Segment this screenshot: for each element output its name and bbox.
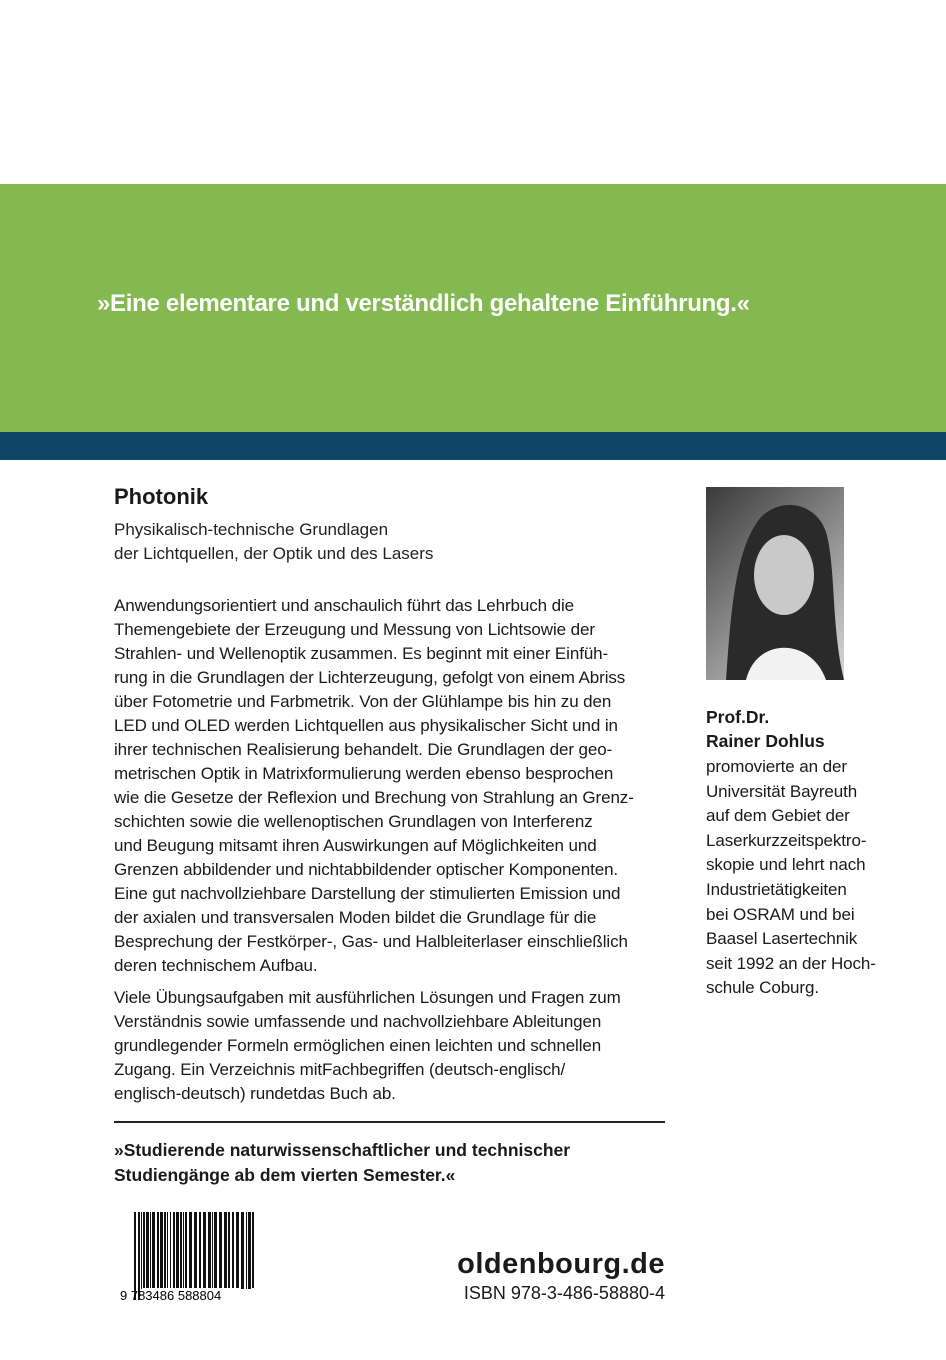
text-line: Themengebiete der Erzeugung und Messung von Lichtsowie der xyxy=(114,620,595,639)
text-line: schichten sowie die wellenoptischen Grundlagen von Interferenz xyxy=(114,812,593,831)
text-line: auf dem Gebiet der xyxy=(706,806,850,826)
barcode xyxy=(116,1212,276,1302)
barcode-bar xyxy=(160,1212,163,1288)
text-line: Zugang. Ein Verzeichnis mitFachbegriffen (deutsch-englisch/ xyxy=(114,1060,566,1079)
book-title: Photonik xyxy=(114,484,209,509)
text-line: bei OSRAM und bei xyxy=(706,904,855,924)
barcode-bar xyxy=(143,1212,145,1288)
barcode-bar xyxy=(134,1212,136,1300)
barcode-bar xyxy=(248,1212,251,1300)
barcode-bar xyxy=(180,1212,182,1288)
text-line: skopie und lehrt nach xyxy=(706,855,866,875)
text-line: über Fotometrie und Farbmetrik. Von der Glühlampe bis hin zu den xyxy=(114,692,612,711)
barcode-bar xyxy=(236,1212,239,1288)
author-bio xyxy=(706,755,876,1001)
barcode-bar xyxy=(176,1212,179,1288)
barcode-bar xyxy=(232,1212,234,1288)
blue-stripe xyxy=(0,432,946,460)
author-fullname: Rainer Dohlus xyxy=(706,731,825,751)
barcode-bar xyxy=(141,1212,142,1300)
barcode-bar xyxy=(252,1212,254,1288)
text-line: und Beugung mitsamt ihren Auswirkungen auf Möglichkeiten und xyxy=(114,836,597,855)
text-line: Besprechung der Festkörper-, Gas- und Halbleiterlaser einschließlich xyxy=(114,932,628,951)
text-line: ihrer technischen Realisierung behandelt. Die Grundlagen der geo- xyxy=(114,740,613,759)
isbn: ISBN 978-3-486-58880-4 xyxy=(463,1283,665,1303)
audience-line: Studiengänge ab dem vierten Semester.« xyxy=(114,1165,456,1185)
barcode-bar xyxy=(212,1212,213,1288)
text-line: Universität Bayreuth xyxy=(706,781,858,801)
text-line: Laserkurzzeitspektro- xyxy=(706,830,867,850)
barcode-bar xyxy=(170,1212,171,1288)
barcode-bar xyxy=(183,1212,184,1288)
description-paragraph-1 xyxy=(114,594,634,978)
divider xyxy=(114,1121,665,1123)
text-line: der axialen und transversalen Moden bildet die Grundlage für die xyxy=(114,908,597,927)
subtitle-line: Physikalisch-technische Grundlagen xyxy=(114,520,389,539)
text-line: Baasel Lasertechnik xyxy=(706,929,858,949)
text-line: seit 1992 an der Hoch- xyxy=(706,953,876,973)
barcode-bar xyxy=(228,1212,230,1288)
barcode-bar xyxy=(241,1212,244,1300)
audience-quote xyxy=(114,1138,570,1188)
barcode-bar xyxy=(219,1212,222,1288)
barcode-bar xyxy=(167,1212,168,1288)
text-line: LED und OLED werden Lichtquellen aus physikalischer Sicht und in xyxy=(114,716,618,735)
text-line: Anwendungsorientiert und anschaulich führt das Lehrbuch die xyxy=(114,596,575,615)
barcode-bar xyxy=(173,1212,175,1288)
barcode-bar xyxy=(185,1212,187,1288)
text-line: Industrietätigkeiten xyxy=(706,879,847,899)
author-photo xyxy=(706,487,844,680)
text-line: promovierte an der xyxy=(706,757,847,776)
publisher-url: oldenbourg.de xyxy=(457,1248,665,1280)
subtitle-line: der Lichtquellen, der Optik und des Lasers xyxy=(114,544,434,563)
text-line: Grenzen abbildender und nichtabbildender optischer Komponenten. xyxy=(114,860,619,879)
text-line: Eine gut nachvollziehbare Darstellung der stimulierten Emission und xyxy=(114,884,621,903)
banner-quote: »Eine elementare und verständlich gehaltene Einführung.« xyxy=(97,290,750,317)
author-name xyxy=(706,705,825,753)
text-line: deren technischem Aufbau. xyxy=(114,956,318,975)
barcode-bar xyxy=(203,1212,206,1288)
barcode-bar xyxy=(208,1212,211,1288)
barcode-digits: 9 783486 588804 xyxy=(120,1288,222,1302)
barcode-bar xyxy=(224,1212,227,1288)
barcode-bar xyxy=(150,1212,151,1288)
text-line: Strahlen- und Wellenoptik zusammen. Es beginnt mit einer Einfüh- xyxy=(114,644,609,663)
text-line: Viele Übungsaufgaben mit ausführlichen Lösungen und Fragen zum xyxy=(114,988,621,1007)
barcode-bar xyxy=(157,1212,159,1288)
description-paragraph-2 xyxy=(114,986,621,1106)
barcode-bar xyxy=(246,1212,247,1300)
text-line: metrischen Optik in Matrixformulierung werden ebenso besprochen xyxy=(114,764,614,783)
barcode-bar xyxy=(164,1212,166,1288)
text-line: wie die Gesetze der Reflexion und Brechung von Strahlung an Grenz- xyxy=(114,788,634,807)
barcode-bar xyxy=(146,1212,149,1288)
barcode-bar xyxy=(152,1212,155,1288)
barcode-bar xyxy=(194,1212,197,1288)
text-line: grundlegender Formeln ermöglichen einen leichten und schnellen xyxy=(114,1036,602,1055)
audience-line: »Studierende naturwissenschaftlicher und technischer xyxy=(114,1140,571,1160)
text-line: schule Coburg. xyxy=(706,978,819,998)
barcode-bar xyxy=(214,1212,217,1288)
barcode-bar xyxy=(189,1212,192,1288)
barcode-bar xyxy=(199,1212,201,1288)
author-title: Prof.Dr. xyxy=(706,707,770,727)
text-line: Verständnis sowie umfassende und nachvollziehbare Ableitungen xyxy=(114,1012,602,1031)
barcode-bar xyxy=(138,1212,140,1300)
text-line: englisch-deutsch) rundetdas Buch ab. xyxy=(114,1084,396,1103)
text-line: rung in die Grundlagen der Lichterzeugung, gefolgt von einem Abriss xyxy=(114,668,626,687)
